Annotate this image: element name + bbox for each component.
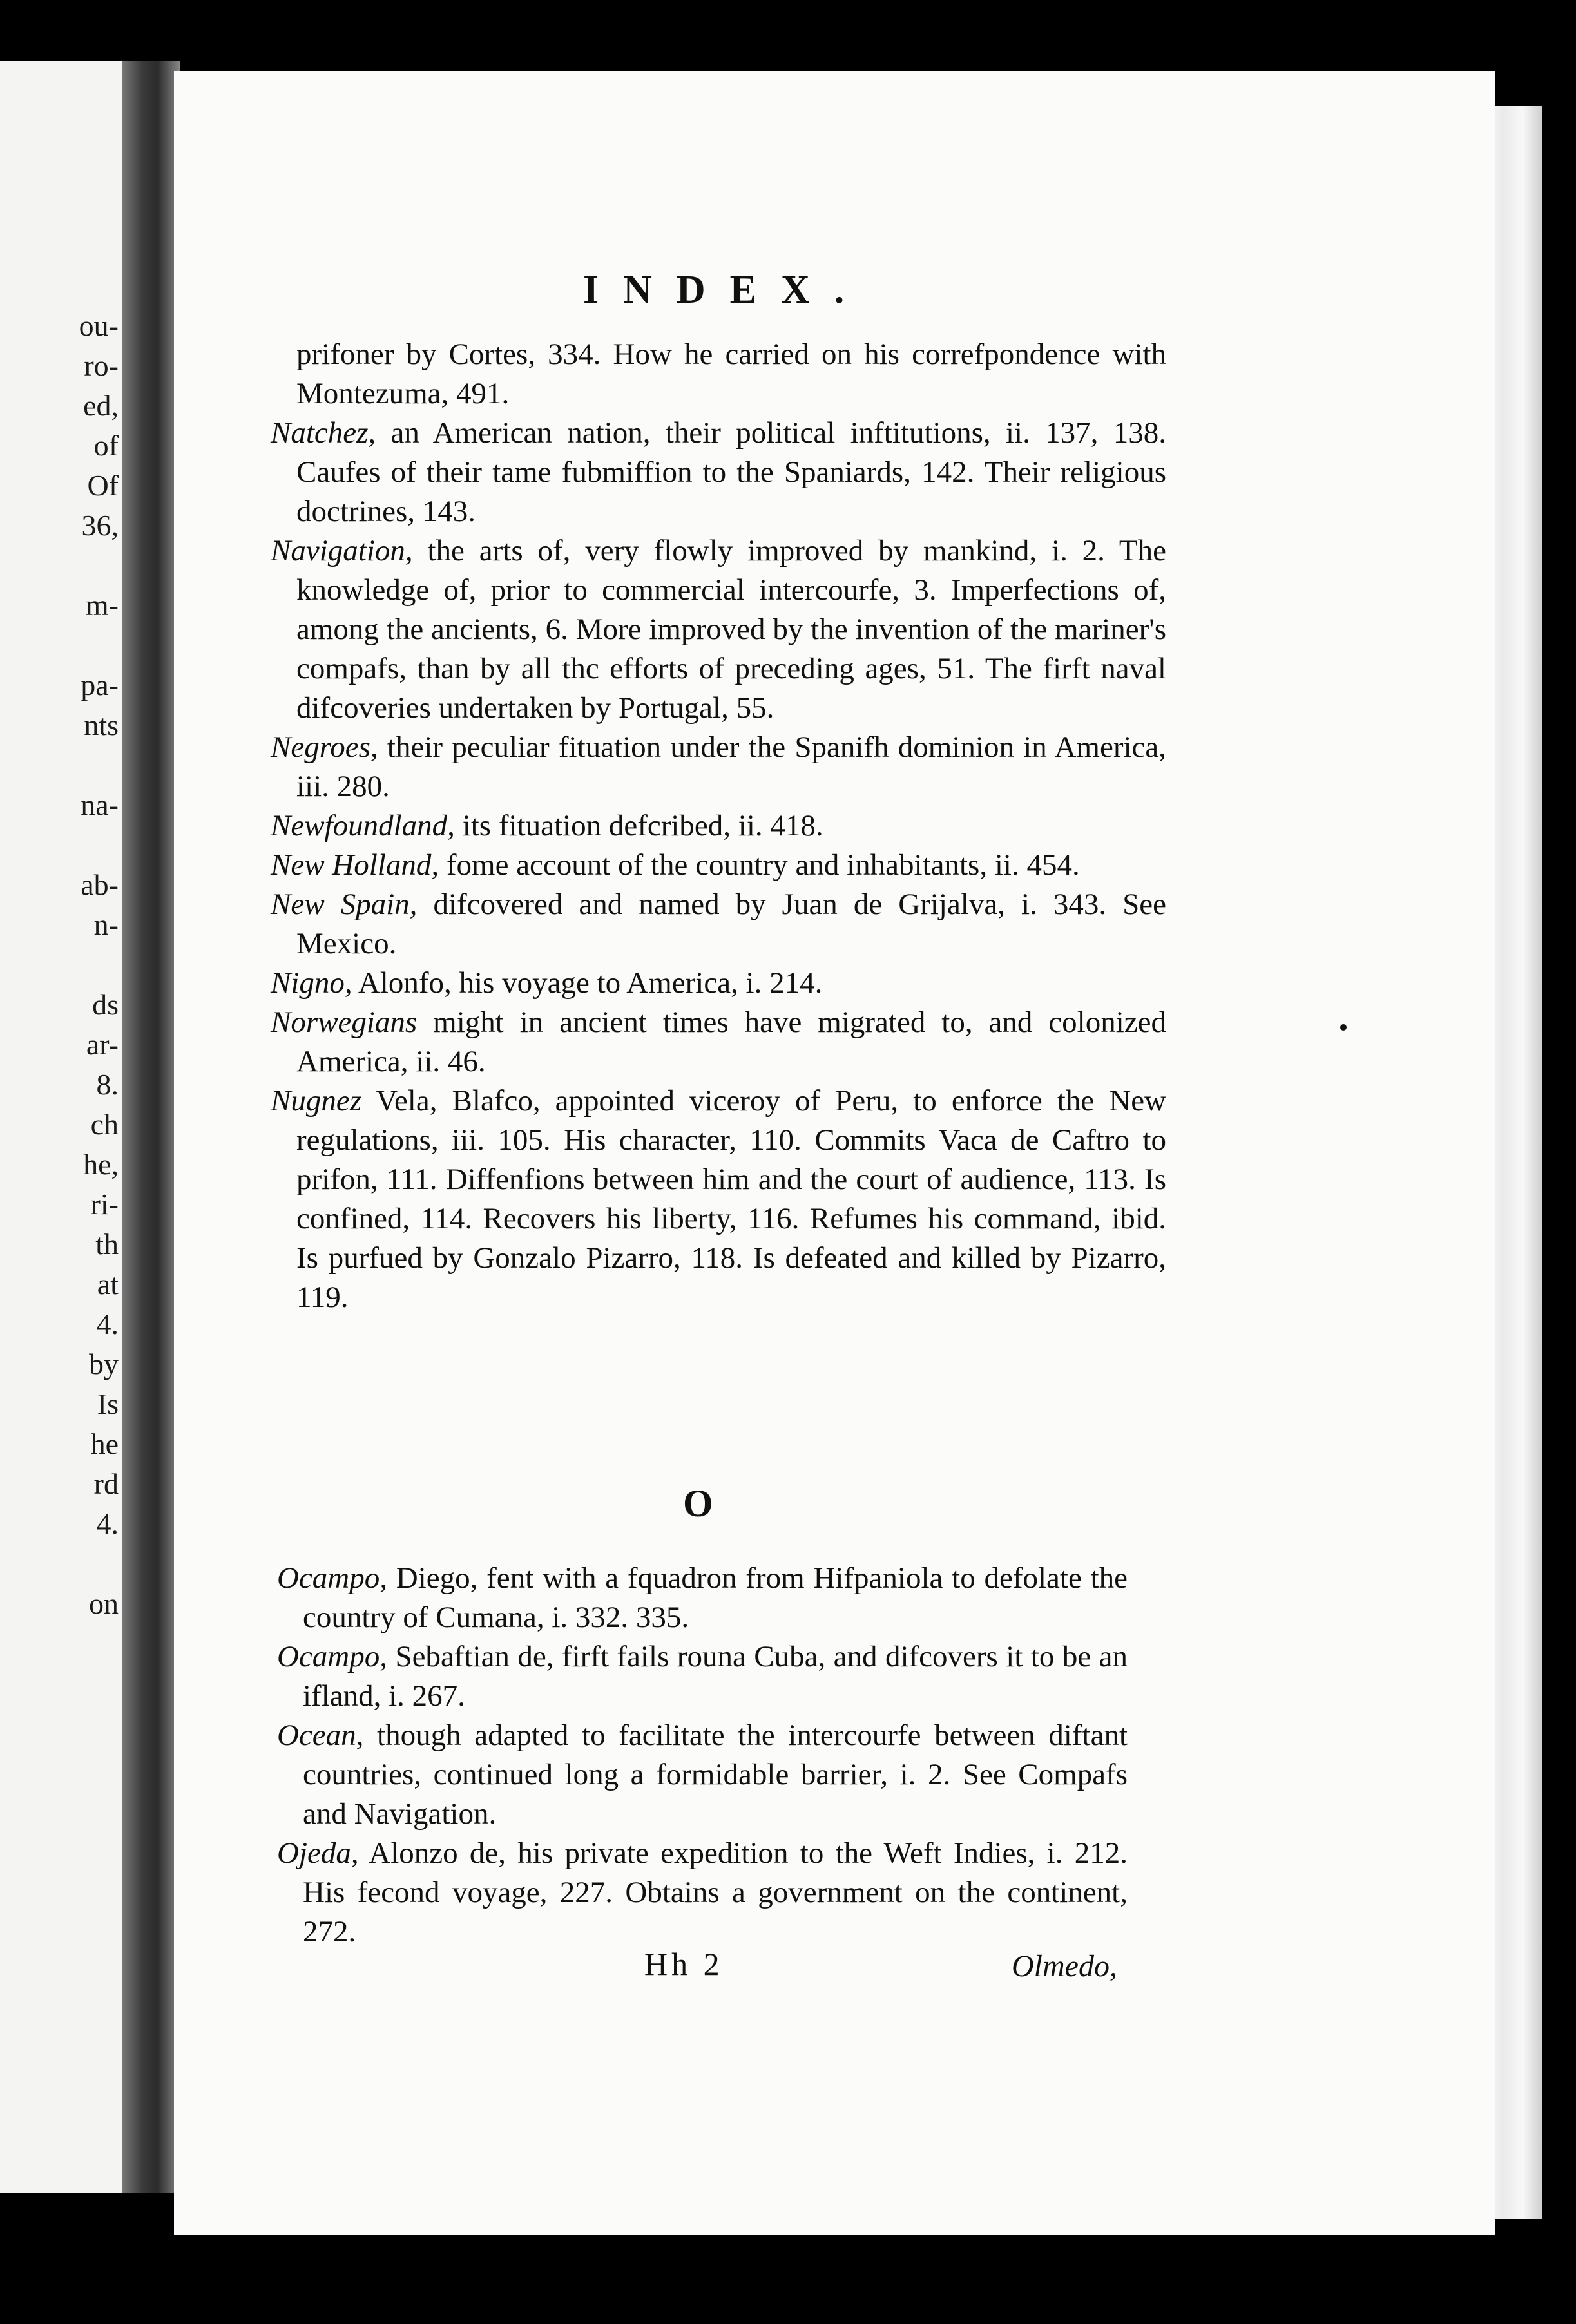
left-page-fragment xyxy=(15,1544,119,1584)
signature-mark: Hh 2 xyxy=(644,1946,724,1982)
entry-text: might in ancient times have migrated to, and colonized America, ii. 46. xyxy=(296,1005,1166,1078)
left-page-fragment: he, xyxy=(83,1148,119,1181)
index-entry xyxy=(271,1003,1166,1081)
left-page-fragment: by xyxy=(89,1348,119,1380)
entry-text: an American nation, their political inftitutions, ii. 137, 138. Caufes of their tame fubmiffion to the Spaniards, 142. Their religious doctrines, 143. xyxy=(296,416,1166,528)
entry-text: their peculiar fituation under the Spanifh dominion in America, iii. 280. xyxy=(296,730,1166,803)
index-entry xyxy=(277,1834,1128,1952)
entry-headword: Ocean, xyxy=(277,1719,364,1752)
left-page-fragment: ch xyxy=(90,1108,119,1141)
index-entries-o xyxy=(277,1559,1128,1952)
left-page-fragment: 36, xyxy=(81,509,119,542)
entry-headword: New Holland, xyxy=(271,848,439,882)
index-entry xyxy=(271,414,1166,531)
entry-headword: Norwegians xyxy=(271,1005,418,1039)
left-page-fragment: rd xyxy=(93,1467,119,1500)
entry-headword: New Spain, xyxy=(271,888,418,921)
left-page-fragment: he xyxy=(90,1427,119,1460)
left-page-fragment: pa- xyxy=(81,669,119,701)
index-entry xyxy=(271,964,1166,1003)
left-page-fragment: ed, xyxy=(83,389,119,422)
left-page-fragment: 8. xyxy=(96,1068,119,1101)
book-gutter xyxy=(122,61,180,2193)
entry-text: Sebaftian de, firft fails rouna Cuba, and difcovers it to be an ifland, i. 267. xyxy=(303,1640,1128,1713)
left-page-fragment: ou- xyxy=(79,309,119,342)
index-entry xyxy=(271,885,1166,964)
ink-speck xyxy=(1340,1024,1347,1031)
entry-headword: Ojeda, xyxy=(277,1836,359,1870)
entry-headword: Newfoundland, xyxy=(271,809,455,843)
left-page-fragment: ar- xyxy=(86,1028,119,1061)
running-head: INDEX. xyxy=(583,268,869,312)
index-entry xyxy=(277,1637,1128,1716)
left-page-fragment xyxy=(15,745,119,785)
left-page-fragment: ab- xyxy=(81,868,119,901)
entry-text: the arts of, very flowly improved by mankind, i. 2. The knowledge of, prior to commercial intercourfe, 3. Imperfections of, among the ancients, 6. More improved by the invention of the mariner's compafs, than by all thc efforts of preceding ages, 51. The firft naval difcoveries undertaken by Portugal, 55. xyxy=(296,534,1166,725)
left-page-fragment: 4. xyxy=(96,1308,119,1340)
index-entries-n xyxy=(271,335,1166,1317)
entry-headword: Nugnez xyxy=(271,1084,361,1118)
index-entry xyxy=(271,846,1166,885)
left-page-text-fragments xyxy=(15,306,119,1624)
entry-text: Alonfo, his voyage to America, i. 214. xyxy=(352,966,823,1000)
left-page-fragment: n- xyxy=(93,908,119,941)
left-page-fragment: na- xyxy=(81,788,119,821)
left-page-fragment: on xyxy=(89,1587,119,1620)
entry-headword: Negroes, xyxy=(271,730,378,764)
index-entry xyxy=(271,806,1166,846)
left-page-fragment: m- xyxy=(85,589,119,622)
left-page-fragment xyxy=(15,945,119,985)
index-entry xyxy=(271,531,1166,728)
entry-text: fome account of the country and inhabitants, ii. 454. xyxy=(439,848,1080,882)
continued-entry: prifoner by Cortes, 334. How he carried on his correfpondence with Montezuma, 491. xyxy=(296,338,1166,410)
left-page-fragment: ri- xyxy=(90,1188,119,1221)
left-page-fragment: at xyxy=(97,1268,119,1300)
entry-headword: Navigation, xyxy=(271,534,413,567)
entry-headword: Natchez, xyxy=(271,416,376,450)
left-page-fragment: Of xyxy=(87,469,119,502)
entry-headword: Ocampo, xyxy=(277,1561,387,1595)
entry-text: Vela, Blafco, appointed viceroy of Peru, to enforce the New regulations, iii. 105. His character, 110. Commits Vaca de Caftro to prifon, 111. Diffenfions between him and the court of audience, 113. Is confined, 114. Recovers his liberty, 116. Refumes his command, ibid. Is purfued by Gonzalo Pizarro, 118. Is defeated and killed by Pizarro, 119. xyxy=(296,1084,1166,1314)
left-page-fragment: Is xyxy=(97,1387,119,1420)
left-page-fragment: 4. xyxy=(96,1507,119,1540)
left-page-fragment: nts xyxy=(84,709,119,741)
left-page-fragment xyxy=(15,625,119,665)
index-entry xyxy=(277,1716,1128,1834)
entry-headword: Ocampo, xyxy=(277,1640,387,1673)
index-entry xyxy=(271,1081,1166,1317)
entry-headword: Nigno, xyxy=(271,966,352,1000)
left-page-fragment: ro- xyxy=(84,349,119,382)
left-page-fragment: th xyxy=(95,1228,119,1261)
catchword: Olmedo, xyxy=(1012,1949,1117,1983)
entry-text: Diego, fent with a fquadron from Hifpaniola to defolate the country of Cumana, i. 332. 335. xyxy=(303,1561,1128,1634)
left-page-fragment xyxy=(15,546,119,586)
section-letter: O xyxy=(683,1482,713,1525)
left-page-fragment: ds xyxy=(92,988,119,1021)
index-entry xyxy=(271,728,1166,806)
left-page-fragment xyxy=(15,825,119,865)
entry-text: Alonzo de, his private expedition to the Weft Indies, i. 212. His fecond voyage, 227. Obtains a government on the continent, 272. xyxy=(303,1836,1128,1948)
entry-text: difcovered and named by Juan de Grijalva, i. 343. See Mexico. xyxy=(296,888,1166,960)
entry-text: though adapted to facilitate the intercourfe between diftant countries, continued long a formidable barrier, i. 2. See Compafs and Navigation. xyxy=(303,1719,1128,1831)
left-page-fragment: of xyxy=(93,429,119,462)
left-page xyxy=(0,61,122,2193)
index-entry xyxy=(277,1559,1128,1637)
entry-text: its fituation defcribed, ii. 418. xyxy=(454,809,823,843)
